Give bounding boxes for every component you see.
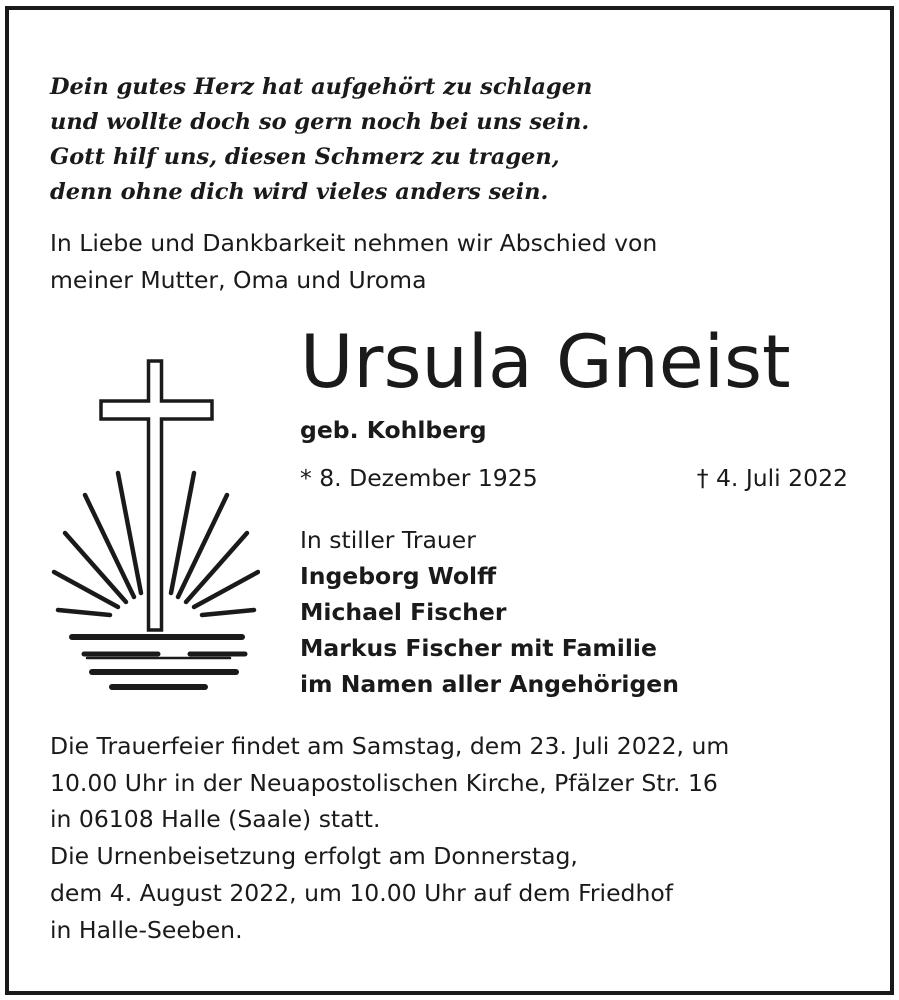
farewell-intro: In Liebe und Dankbarkeit nehmen wir Abschied von meiner Mutter, Oma und Uroma bbox=[50, 229, 658, 294]
birth-name: geb. Kohlberg bbox=[300, 416, 487, 444]
deceased-name: Ursula Gneist bbox=[300, 320, 791, 405]
mourner-name: im Namen aller Angehörigen bbox=[300, 670, 679, 698]
funeral-service-details: Die Trauerfeier findet am Samstag, dem 23. Juli 2022, um 10.00 Uhr in der Neuapostolischen Kirche, Pfälzer Str. 16 in 06108 Halle (Saale) statt. Die Urnenbeisetzung erfolgt am Donnerstag, dem 4. August 2022, um 10.00 Uhr auf dem Friedhof in Halle-Seeben. bbox=[50, 732, 730, 944]
mourners-list bbox=[300, 522, 679, 702]
memorial-poem: Dein gutes Herz hat aufgehört zu schlagen und wollte doch so gern noch bei uns sein. Gott hilf uns, diesen Schmerz zu tragen, denn ohne dich wird vieles anders sein. bbox=[50, 74, 593, 205]
mourner-name: Markus Fischer mit Familie bbox=[300, 634, 657, 662]
mourners-lead: In stiller Trauer bbox=[300, 526, 476, 554]
death-date: † 4. Juli 2022 bbox=[696, 464, 848, 492]
mourner-name: Michael Fischer bbox=[300, 598, 507, 626]
mourner-name: Ingeborg Wolff bbox=[300, 562, 497, 590]
cross-sunrise-icon bbox=[40, 350, 260, 690]
birth-date: * 8. Dezember 1925 bbox=[300, 464, 538, 492]
